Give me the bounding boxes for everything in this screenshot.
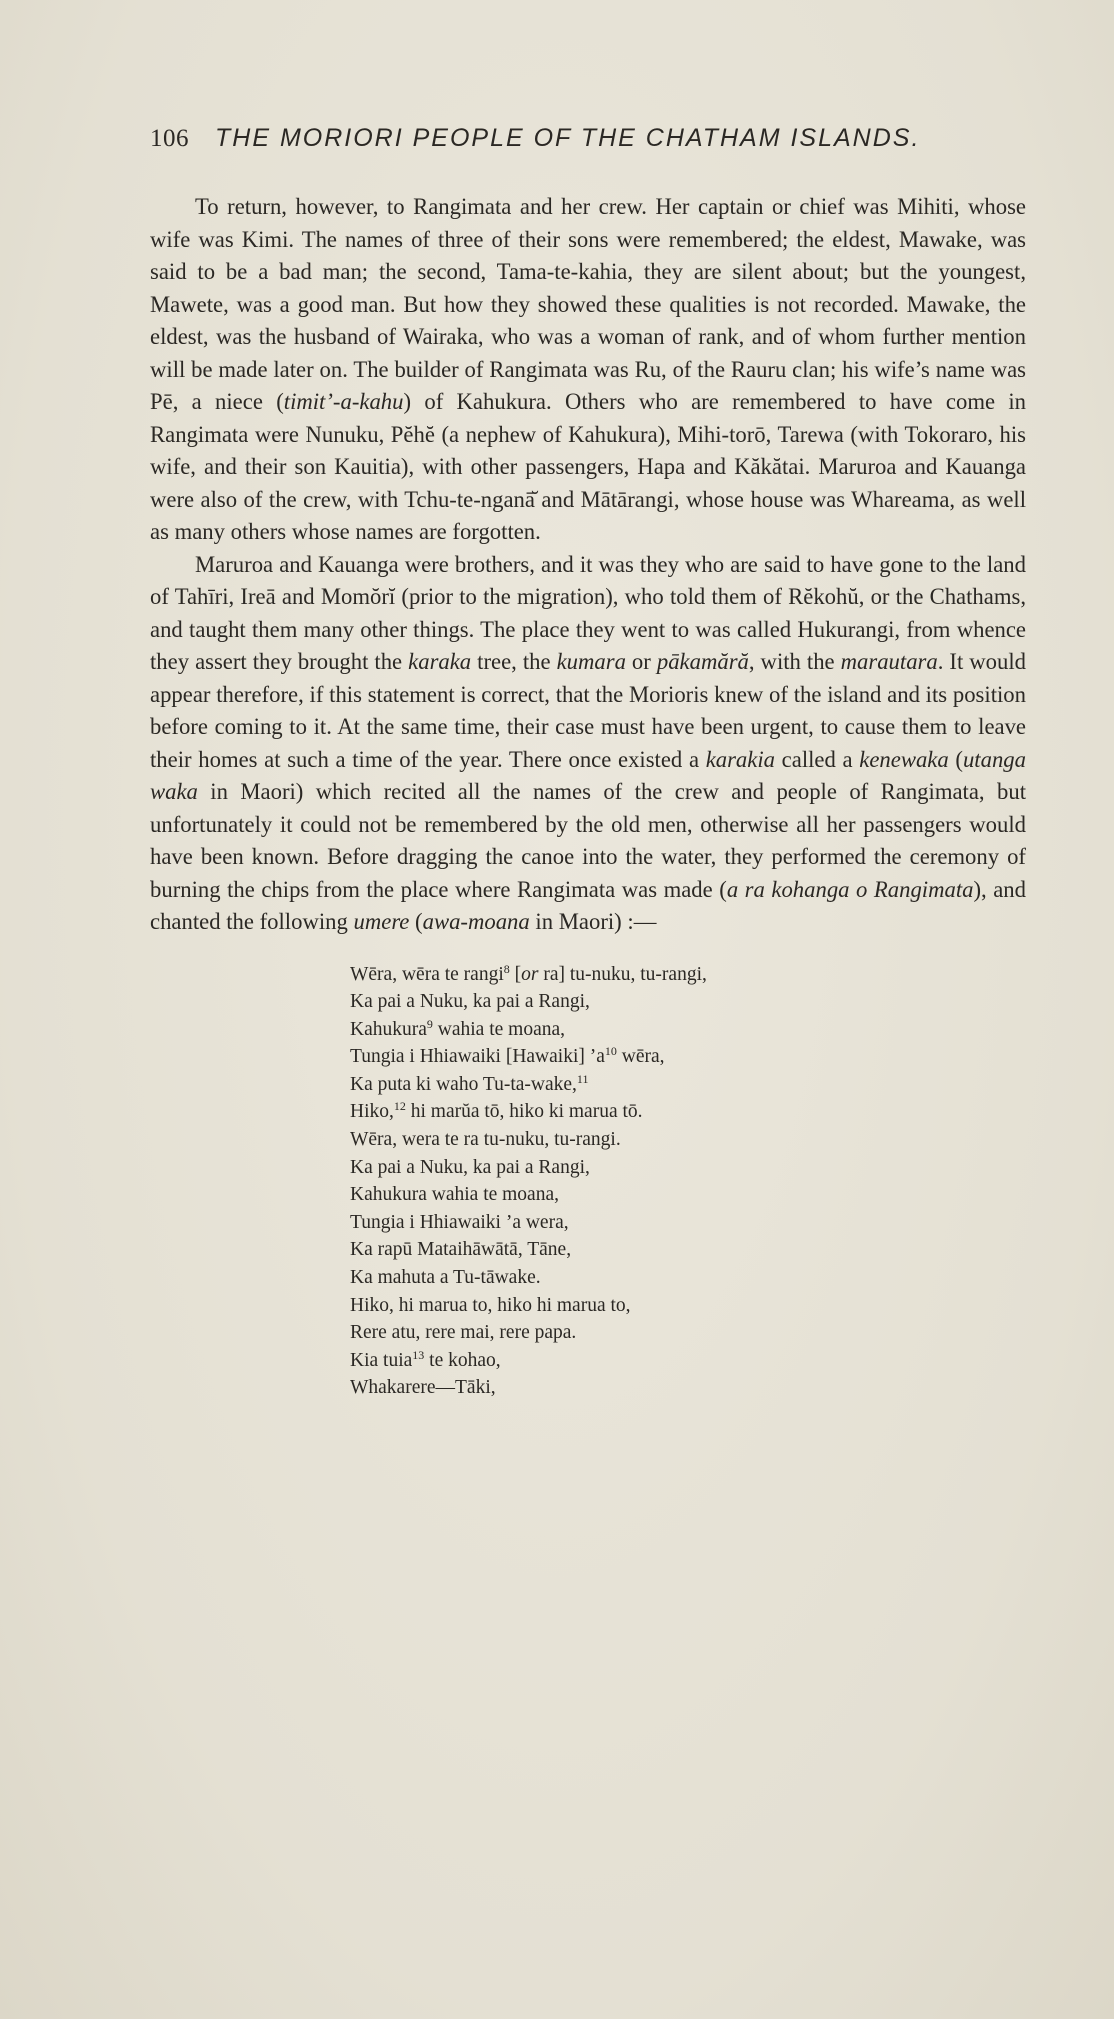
text-run: Ka mahuta a Tu-tāwake.	[350, 1267, 541, 1289]
italic-term: karaka	[408, 649, 472, 674]
text-run: Ka rapū Mataihāwātā, Tāne,	[350, 1239, 572, 1261]
italic-term: umere	[353, 909, 410, 934]
footnote-ref: 8	[503, 961, 510, 976]
italic-term: marautara	[840, 649, 938, 674]
paragraph	[150, 191, 1026, 549]
italic-term: timit’-a-kahu	[283, 389, 404, 414]
italic-term: awa-moana	[422, 909, 530, 934]
text-run: Hiko,	[350, 1101, 394, 1123]
text-run: To return, however, to Rangimata and her crew. Her captain or chief was Mihiti, whose wife was Kimi. The names of three of their sons were remembered; the eldest, Mawake, was said to be a bad man; the second, Tama-te-kahia, they are silent about; but the youngest, Mawete, was a good man. But how they showed these qualities is not recorded. Mawake, the eldest, was the husband of Wairaka, who was a woman of rank, and of whom further mention will be made later on. The builder of Rangimata was Ru, of the Rauru clan; his wife’s name was Pē, a niece (	[150, 194, 1026, 414]
verse-line	[350, 1071, 1026, 1099]
running-title: THE MORIORI PEOPLE OF THE CHATHAM ISLANDS.	[215, 124, 921, 152]
text-run: hi marŭa tō, hiko ki marua tō.	[405, 1101, 643, 1123]
text-run: Wēra, wēra te rangi	[350, 963, 504, 985]
verse-line	[350, 988, 1026, 1016]
text-run: (	[948, 746, 963, 772]
verse-line	[350, 1181, 1026, 1209]
text-run: Wēra, wera te ra tu-nuku, tu-rangi.	[350, 1129, 621, 1151]
verse-line	[350, 1126, 1026, 1154]
verse-line	[350, 961, 1026, 989]
verse-line	[350, 1374, 1026, 1402]
verse-line	[350, 1043, 1026, 1071]
text-run: in Maori) :—	[529, 909, 657, 934]
verse-line	[350, 1209, 1026, 1237]
italic-term: utanga waka	[150, 746, 1026, 804]
running-head	[150, 124, 1026, 153]
paragraph	[150, 549, 1026, 939]
body-text	[150, 191, 1026, 939]
text-run: called a	[775, 746, 860, 772]
chant-verse	[350, 961, 1026, 1403]
verse-line	[350, 1264, 1026, 1292]
text-run: Tungia i Hhiawaiki [Hawaiki] ’a	[350, 1046, 605, 1068]
text-run: Ka pai a Nuku, ka pai a Rangi,	[350, 1156, 590, 1178]
text-run: or	[625, 649, 657, 674]
footnote-ref: 9	[426, 1016, 433, 1031]
text-run: Whakarere—Tāki,	[350, 1377, 496, 1399]
footnote-ref: 12	[393, 1099, 406, 1114]
verse-line	[350, 1098, 1026, 1126]
text-run: Ka puta ki waho Tu-ta-wake,	[350, 1073, 577, 1095]
text-run: wahia te moana,	[432, 1018, 566, 1040]
footnote-ref: 10	[604, 1044, 617, 1059]
text-run: Rere atu, rere mai, rere papa.	[350, 1322, 577, 1344]
verse-line	[350, 1154, 1026, 1182]
text-run: wēra,	[616, 1046, 665, 1068]
page-number: 106	[150, 125, 189, 152]
italic-term: or	[521, 963, 539, 985]
verse-line	[350, 1347, 1026, 1375]
text-run: Ka pai a Nuku, ka pai a Rangi,	[350, 991, 590, 1013]
italic-term: pākamără	[656, 649, 749, 674]
text-run: Kahukura	[350, 1018, 427, 1040]
verse-line	[350, 1292, 1026, 1320]
footnote-ref: 13	[412, 1347, 425, 1362]
text-run: [	[509, 963, 522, 985]
text-run: Hiko, hi marua to, hiko hi marua to,	[350, 1294, 631, 1316]
text-run: Kahukura wahia te moana,	[350, 1184, 559, 1206]
text-run: Maruroa and Kauanga were brothers, and it was they who are said to have gone to the land of Tahīri, Ireā and Momŏrĭ (prior to the migration), who told them of Rĕkohŭ, or the Chathams, and taught them many other things. The place they went to was called Hukurangi, from whence they assert they brought the	[150, 551, 1026, 674]
verse-line	[350, 1319, 1026, 1347]
italic-term: karakia	[705, 746, 775, 772]
verse-line	[350, 1016, 1026, 1044]
italic-term: a ra kohanga o Rangimata	[726, 876, 974, 902]
text-run: tree, the	[471, 649, 557, 674]
verse-line	[350, 1236, 1026, 1264]
text-run: ), and chanted the following	[150, 876, 1026, 934]
text-run: Tungia i Hhiawaiki ’a wera,	[350, 1211, 569, 1233]
text-run: te kohao,	[424, 1349, 501, 1371]
text-run: . It would appear therefore, if this statement is correct, that the Morioris knew of the island and its position before coming to it. At the same time, their case must have been urgent, to cause them to leave their homes at such a time of the year. There once existed a	[150, 649, 1027, 772]
text-run: Kia tuia	[350, 1349, 413, 1371]
text-run: in Maori) which recited all the names of the crew and people of Rangimata, but unfortunately it could not be remembered by the old men, otherwise all her passengers would have been known. Before dragging the canoe into the water, they performed the ceremony of burning the chips from the place where Rangimata was made (	[150, 779, 1026, 902]
text-run: ) of Kahukura. Others who are remembered to have come in Rangimata were Nunuku, Pĕhĕ (a nephew of Kahukura), Mihi-torō, Tarewa (with Tokoraro, his wife, and their son Kauitia), with other passengers, Hapa and Kăkătai. Maruroa and Kauanga were also of the crew, with Tchu-te-nganā̆ and Mātārangi, whose house was Whareama, as well as many others whose names are forgotten.	[150, 389, 1026, 544]
text-run: ra] tu-nuku, tu-rangi,	[538, 963, 707, 985]
italic-term: kumara	[556, 649, 626, 674]
italic-term: kenewaka	[859, 746, 949, 772]
text-run: , with the	[748, 649, 841, 674]
footnote-ref: 11	[576, 1071, 589, 1086]
text-run: (	[409, 909, 423, 934]
